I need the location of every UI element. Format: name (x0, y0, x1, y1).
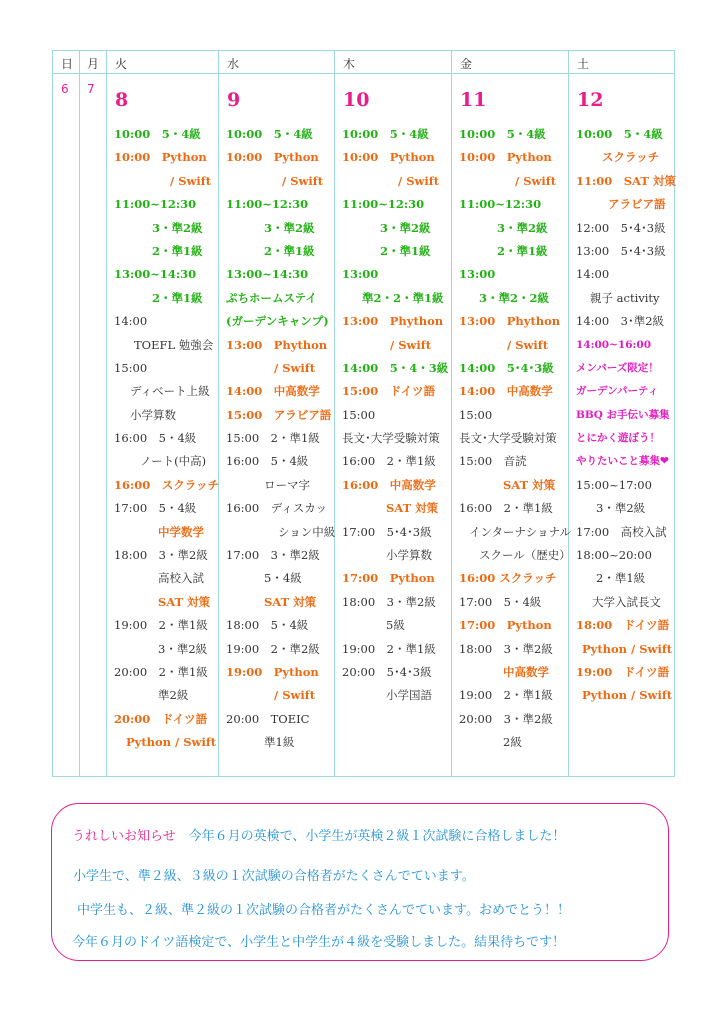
schedule-entry: 高校入試 (158, 571, 204, 586)
schedule-entry: 大学入試長文 (592, 594, 661, 609)
day-column-tuesday (114, 123, 219, 755)
schedule-entry: 11:00~12:30 (226, 197, 309, 212)
schedule-entry: 2・準1級 (596, 571, 646, 586)
schedule-entry: 17:00 5・4級 (114, 501, 197, 516)
schedule-entry: 2・準1級 (380, 243, 431, 258)
schedule-entry: TOEFL 勉強会 (134, 337, 214, 352)
schedule-entry: 16:00 スクラッチ (459, 571, 557, 586)
header-tuesday: 火 (115, 57, 128, 71)
schedule-entry: 14:00 (114, 314, 148, 329)
schedule-entry: 15:00 (459, 407, 493, 422)
schedule-entry: 11:00~12:30 (342, 197, 425, 212)
schedule-entry: 10:00 Python (342, 150, 435, 165)
schedule-entry: 19:00 2・準1級 (459, 688, 553, 703)
schedule-entry: 16:00 5・4級 (114, 431, 197, 446)
schedule-entry: 10:00 5・4級 (459, 127, 546, 141)
schedule-entry: 17:00 5・4級 (459, 594, 542, 609)
schedule-entry: 5級 (386, 618, 405, 633)
schedule-entry: 18:00 3・準2級 (459, 641, 553, 656)
schedule-entry: 17:00 5･4･3級 (342, 524, 432, 539)
schedule-entry: SAT 対策 (503, 477, 556, 492)
header-monday: 月 (87, 57, 100, 71)
schedule-entry: Python / Swift (582, 688, 673, 703)
schedule-entry: Python / Swift (582, 641, 673, 656)
schedule-entry: 11:00~12:30 (459, 197, 542, 212)
schedule-entry: ローマ字 (264, 477, 310, 492)
announcement-headline-row (72, 825, 565, 844)
schedule-entry: 10:00 5・4級 (226, 127, 313, 141)
schedule-entry: 17:00 3・準2級 (226, 548, 320, 563)
date-wednesday: 9 (227, 89, 241, 111)
date-tuesday: 8 (115, 89, 129, 111)
schedule-entry: 18:00 3・準2級 (114, 548, 208, 563)
schedule-entry: 14:00 中高数学 (226, 384, 320, 399)
day-column-wednesday (226, 123, 335, 755)
header-thursday: 木 (343, 57, 356, 71)
schedule-entry: 準1級 (264, 735, 295, 750)
schedule-entry: 14:00 (576, 267, 610, 282)
schedule-entry: 10:00 5・4級 (576, 127, 663, 141)
schedule-entry: SAT 対策 (386, 501, 439, 516)
schedule-entry: 小学算数 (386, 548, 432, 563)
schedule-entry: 長文･大学受験対策 (459, 431, 557, 446)
schedule-entry: 3・準2・2級 (479, 290, 550, 305)
header-wednesday: 水 (227, 57, 240, 71)
schedule-entry: / Swift (515, 173, 557, 188)
schedule-entry: 16:00 2・準1級 (459, 501, 553, 516)
schedule-entry: 3・準2級 (264, 220, 315, 235)
date-thursday: 10 (343, 89, 370, 111)
schedule-entry: 17:00 Python (459, 618, 552, 633)
schedule-entry: 13:00~14:30 (226, 267, 309, 282)
schedule-entry: 14:00 5･4･3級 (459, 360, 554, 375)
schedule-entry: 17:00 Python (342, 571, 435, 586)
schedule-entry: 18:00 3・準2級 (342, 594, 436, 609)
schedule-entry: 中学数学 (158, 524, 204, 539)
schedule-entry: / Swift (390, 337, 432, 352)
schedule-entry: 準2・2・準1級 (362, 290, 444, 305)
schedule-entry: 15:00 アラビア語 (226, 407, 332, 422)
schedule-entry: 長文･大学受験対策 (342, 431, 440, 446)
schedule-entry: 20:00 TOEIC (226, 711, 310, 726)
date-sunday: 6 (61, 82, 69, 96)
schedule-entry: 小学算数 (130, 407, 176, 422)
schedule-entry: 18:00~20:00 (576, 548, 652, 563)
column-divider (106, 51, 107, 776)
schedule-entry: ション中級 (278, 524, 336, 539)
header-friday: 金 (460, 57, 473, 71)
schedule-entry: スクラッチ (602, 150, 660, 165)
schedule-entry: 3・準2級 (596, 501, 646, 516)
schedule-entry: 14:00~16:00 (576, 338, 651, 351)
announcement-line: 小学生で、準２級、３級の１次試験の合格者がたくさんでています。 (73, 869, 475, 884)
schedule-entry: とにかく遊ぼう！ (576, 432, 660, 445)
schedule-entry: SAT 対策 (158, 594, 211, 609)
schedule-entry: 2・準1級 (152, 243, 203, 258)
announcement-lead: うれしいお知らせ (72, 829, 176, 844)
day-column-thursday (342, 123, 448, 708)
schedule-entry: 13:00 (342, 267, 379, 282)
schedule-entry: 13:00 5･4･3級 (576, 243, 666, 258)
schedule-entry: 10:00 5・4級 (342, 127, 429, 141)
schedule-entry: 20:00 2・準1級 (114, 664, 208, 679)
schedule-entry: 中高数学 (503, 664, 549, 679)
schedule-entry: 20:00 5･4･3級 (342, 664, 432, 679)
schedule-entry: 14:00 5・4・3級 (342, 360, 449, 375)
day-column-saturday (576, 123, 676, 708)
announcement-box (51, 803, 669, 961)
schedule-entry: 3・準2級 (158, 641, 208, 656)
schedule-entry: インターナショナル (469, 524, 572, 539)
schedule-entry: BBQ お手伝い募集 (576, 408, 670, 421)
schedule-entry: / Swift (507, 337, 549, 352)
schedule-entry: 15:00 音読 (459, 454, 527, 469)
schedule-entry: 3・準2級 (497, 220, 548, 235)
schedule-entry: 14:00 中高数学 (459, 384, 553, 399)
schedule-entry: 13:00 (459, 267, 496, 282)
schedule-entry: / Swift (170, 173, 212, 188)
schedule-entry: 10:00 5・4級 (114, 127, 201, 141)
schedule-entry: 2・準1級 (152, 290, 203, 305)
header-saturday: 土 (577, 57, 590, 71)
schedule-entry: 2・準1級 (264, 243, 315, 258)
schedule-entry: 16:00 2・準1級 (342, 454, 436, 469)
column-divider (79, 51, 80, 776)
date-saturday: 12 (577, 89, 604, 111)
schedule-entry: 16:00 スクラッチ (114, 477, 220, 492)
schedule-entry: 15:00~17:00 (576, 477, 652, 492)
schedule-entry: (ガーデンキャンプ) (226, 314, 329, 329)
schedule-entry: 18:00 ドイツ語 (576, 618, 670, 633)
schedule-entry: ぷちホームステイ (226, 290, 317, 305)
schedule-entry: 10:00 Python (459, 150, 552, 165)
schedule-entry: 17:00 高校入試 (576, 524, 667, 539)
schedule-entry: 親子 activity (590, 290, 660, 305)
date-friday: 11 (460, 89, 487, 111)
schedule-entry: 15:00 ドイツ語 (342, 384, 436, 399)
schedule-entry: 19:00 Python (226, 664, 319, 679)
schedule-entry: 19:00 2・準1級 (114, 618, 208, 633)
schedule-entry: 18:00 5・4級 (226, 618, 309, 633)
header-divider (53, 73, 674, 74)
schedule-entry: 10:00 Python (226, 150, 319, 165)
schedule-entry: メンバーズ限定！ (576, 361, 659, 374)
schedule-entry: 12:00 5･4･3級 (576, 220, 666, 235)
schedule-entry: ディベート上級 (130, 384, 210, 399)
schedule-entry: / Swift (274, 360, 316, 375)
schedule-entry: 16:00 5・4級 (226, 454, 309, 469)
schedule-entry: 3・準2級 (380, 220, 431, 235)
column-divider (451, 51, 452, 776)
announcement-line: 中学生も、２級、準２級の１次試験の合格者がたくさんでています。おめでとう！！ (77, 903, 570, 918)
schedule-entry: / Swift (398, 173, 440, 188)
schedule-entry: 20:00 3・準2級 (459, 711, 553, 726)
schedule-entry: 3・準2級 (152, 220, 203, 235)
schedule-entry: ガーデンパーティ (576, 385, 659, 398)
schedule-entry: 小学国語 (386, 688, 432, 703)
schedule-entry: ノート(中高) (140, 454, 207, 469)
announcement-line: 今年６月のドイツ語検定で、小学生と中学生が４級を受験しました。結果待ちです！ (72, 935, 565, 950)
header-sunday: 日 (61, 57, 74, 71)
schedule-entry: 15:00 (342, 407, 376, 422)
schedule-entry: 2級 (503, 735, 522, 750)
schedule-entry: 13:00~14:30 (114, 267, 197, 282)
schedule-entry: 19:00 2・準1級 (342, 641, 436, 656)
schedule-entry: 13:00 Phython (226, 337, 328, 352)
schedule-entry: 準2級 (158, 688, 189, 703)
schedule-entry: 10:00 Python (114, 150, 207, 165)
schedule-entry: 20:00 ドイツ語 (114, 711, 208, 726)
schedule-entry: 14:00 3･準2級 (576, 314, 665, 329)
weekly-schedule-calendar (52, 50, 675, 777)
schedule-entry: 13:00 Phython (459, 314, 561, 329)
schedule-entry: 2・準1級 (497, 243, 548, 258)
day-column-friday (459, 123, 571, 755)
schedule-entry: 13:00 Phython (342, 314, 444, 329)
schedule-entry: 15:00 2・準1級 (226, 431, 320, 446)
schedule-entry: 11:00~12:30 (114, 197, 197, 212)
schedule-entry: アラビア語 (608, 197, 666, 212)
schedule-entry: / Swift (274, 688, 316, 703)
schedule-entry: やりたいこと募集❤ (576, 455, 669, 468)
schedule-entry: 11:00 SAT 対策 (576, 173, 676, 188)
schedule-entry: SAT 対策 (264, 594, 317, 609)
schedule-entry: 16:00 ディスカッ (226, 501, 328, 516)
announcement-headline: 今年６月の英検で、小学生が英検２級１次試験に合格しました！ (188, 829, 566, 844)
schedule-entry: 15:00 (114, 360, 148, 375)
schedule-entry: 19:00 ドイツ語 (576, 664, 670, 679)
schedule-entry: 19:00 2・準2級 (226, 641, 320, 656)
date-monday: 7 (87, 82, 95, 96)
schedule-entry: 16:00 中高数学 (342, 477, 436, 492)
schedule-entry: スクール（歴史） (479, 548, 571, 563)
schedule-entry: Python / Swift (126, 735, 217, 750)
schedule-entry: 5・4級 (264, 571, 302, 586)
schedule-entry: / Swift (282, 173, 324, 188)
